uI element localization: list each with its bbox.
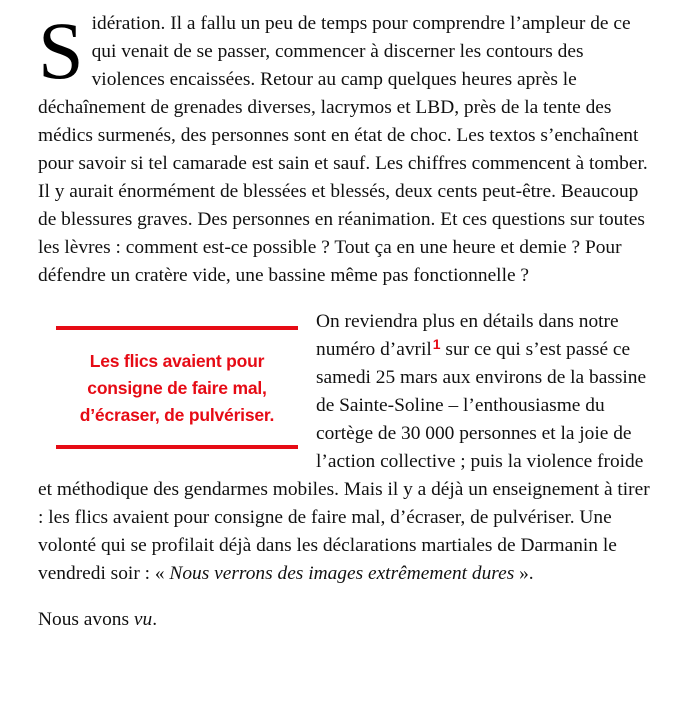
paragraph-1-text: idération. Il a fallu un peu de temps pour comprendre l’ampleur de ce qui venait de se passer, commencer à discerner les contours des violences encaissées. Retour au camp quelques heures après le déchaînement de grenades diverses, lacrymos et LBD, près de la tente des médics surmenés, des personnes sont en état de choc. Les textos s’enchaînent pour savoir si tel camarade est sain et sauf. Les chiffres commencent à tomber. Il y aurait énormément de blessées et blessés, deux cents peut-être. Beaucoup de blessures graves. Des personnes en réanimation. Et ces questions sur toutes les lèvres : comment est-ce possible ? Tout ça en une heure et demie ? Pour défendre un cratère vide, une bassine même pas fonctionnelle ? (38, 13, 648, 286)
paragraph-2-text-middle: sur ce qui s’est passé ce samedi 25 mars aux environs de la bassine de Sainte-Soline – l’enthousiasme du cortège de 30 000 personnes et la joie de l’action collective ; puis la violence froide et méthodique des gendarmes mobiles. Mais il y a déjà un enseignement à tirer : les flics avaient pour consigne de faire mal, d’écraser, de pulvériser. Une volonté qui se profilait déjà dans les déclarations martiales de Darmanin le vendredi soir : « (38, 339, 650, 584)
article-body (38, 5, 650, 634)
darmanin-quote: Nous verrons des images extrêmement dures (169, 563, 515, 584)
pull-quote (56, 326, 298, 449)
paragraph-2 (38, 308, 650, 588)
paragraph-3 (38, 606, 650, 634)
paragraph-1 (38, 5, 650, 290)
paragraph-3-text: Nous avons (38, 609, 134, 630)
paragraph-2-text-start: On reviendra plus en détails dans notre numéro d’avril (316, 311, 619, 360)
drop-cap: S (38, 5, 84, 96)
emphasis-vu: vu (133, 609, 153, 630)
footnote-link[interactable]: 1 (432, 336, 441, 352)
paragraph-3-end: . (152, 609, 158, 630)
pull-quote-text: Les flics avaient pour consigne de faire mal, d’écraser, de pulvériser. (79, 351, 275, 425)
pull-quote-bottom-rule (56, 445, 298, 449)
paragraph-2-text-end: ». (514, 563, 534, 584)
